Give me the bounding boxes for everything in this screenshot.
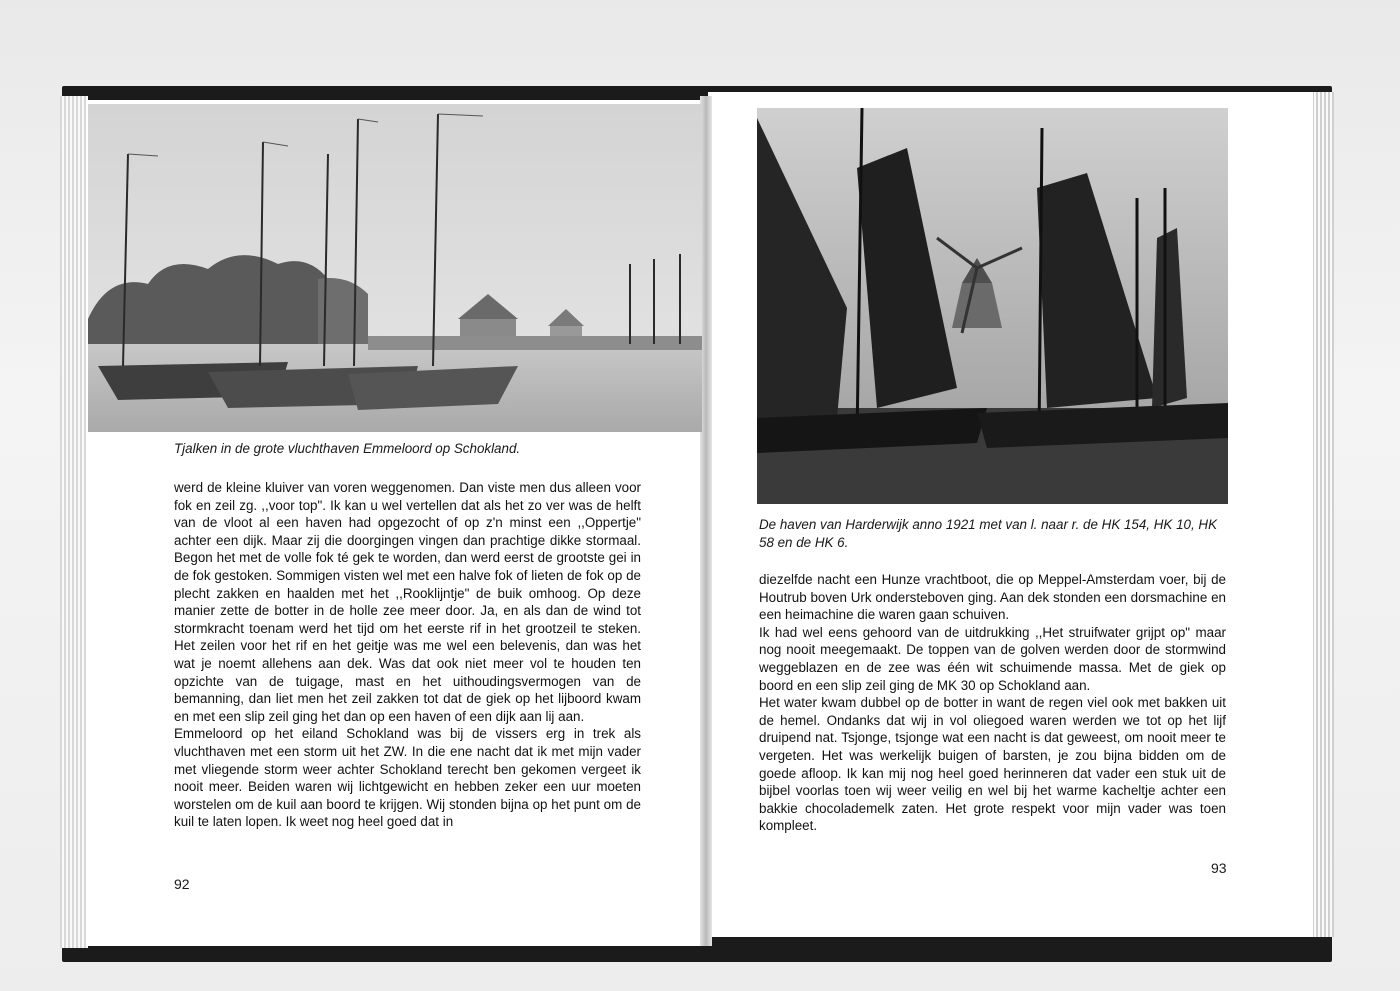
harbour-photo-right (757, 108, 1228, 504)
right-page-edges (1310, 92, 1334, 937)
harbour-photo-left (88, 104, 702, 432)
harbour-illustration (88, 104, 702, 432)
paragraph: Het water kwam dubbel op de botter in want de regen viel ook met bakken uit de hemel. Ondanks dat wij in vol oliegoed waren werden we tot op het lijf druipend nat. Tsjonge, tsjonge wat een nacht is dat geweest, om nooit meer te vergeten. Het was werkelijk buigen of barsten, je zou bijna bidden om de goede afloop. Ik kan mij nog heel goed herinneren dat vader een stuk uit de bijbel voorlas toen wij weer veilig en wel bij het warme kacheltje achter een bakkie chocolademelk zaten. Het grote respekt voor mijn vader was toen kompleet. (759, 695, 1226, 834)
body-text-left (174, 479, 641, 831)
page-number-left: 92 (174, 876, 190, 892)
body-text-right (759, 571, 1226, 835)
botters-illustration (757, 108, 1228, 504)
photo-caption-right: De haven van Harderwijk anno 1921 met van l. naar r. de HK 154, HK 10, HK 58 en de HK 6. (759, 517, 1218, 550)
left-page-edges (60, 96, 88, 948)
page-number-right: 93 (1211, 860, 1227, 876)
paragraph: diezelfde nacht een Hunze vrachtboot, die op Meppel-Amsterdam voer, bij de Houtrub boven Urk ondersteboven ging. Aan dek stonden een dorsmachine en een heimachine die waren gaan schuiven. (759, 572, 1226, 623)
paragraph: Emmeloord op het eiland Schokland was bij de vissers erg in trek als vluchthaven met een storm uit het ZW. In die ene nacht dat ik met mijn vader met vliegende storm weer achter Schokland terecht ben gekomen vergeet ik nooit meer. Beiden waren wij lichtgewicht en hebben zeker een uur moeten worstelen om de kuil aan boord te krijgen. Wij stonden bijna op het punt om de kuil te laten lopen. Ik weet nog heel goed dat in (174, 726, 641, 830)
photo-caption-left: Tjalken in de grote vluchthaven Emmeloord op Schokland. (174, 441, 521, 456)
paragraph: werd de kleine kluiver van voren weggenomen. Dan viste men dus alleen voor fok en zeil zg. ,,voor top". Ik kan u wel vertellen dat als het zo ver was de helft van de vloot al een haven had opgezocht of op z'n minst een ,,Oppertje" achter een dijk. Maar zij die doorgingen vingen dan prachtige dikke stormaal. Begon het met de volle fok té gek te worden, dan werd eerst de grootste gei in de fok gestoken. Sommigen visten wel met een halve fok of lieten de fok op de plecht zakken en haalden met het ,,Rooklijntje" de buik omhoog. Op deze manier zette de botter in de holle zee meer door. Ja, en als dan de wind tot stormkracht toenam werd het tijd om het eerste rif in het grootzeil te steken. Het zeilen voor het rif en het geitje was me wel een belevenis, dan was het wat je noemt allehens aan dek. Was dat ook niet meer vol te houden ten opzichte van de tuigage, mast en het uithoudingsvermogen van de bemanning, dan liet men het zeil zakken tot dat de giek op het lijboord kwam en met een slip zeil ging het dan op een haven of een dijk aan lij aan. (174, 480, 641, 724)
paragraph: Ik had wel eens gehoord van de uitdrukking ,,Het struifwater grijpt op" maar nog nooit meegemaakt. De toppen van de golven werden door de stormwind weggeblazen en de zee was één wit schuimende massa. Met de giek op boord en een slip zeil ging de MK 30 op Schokland aan. (759, 624, 1226, 693)
